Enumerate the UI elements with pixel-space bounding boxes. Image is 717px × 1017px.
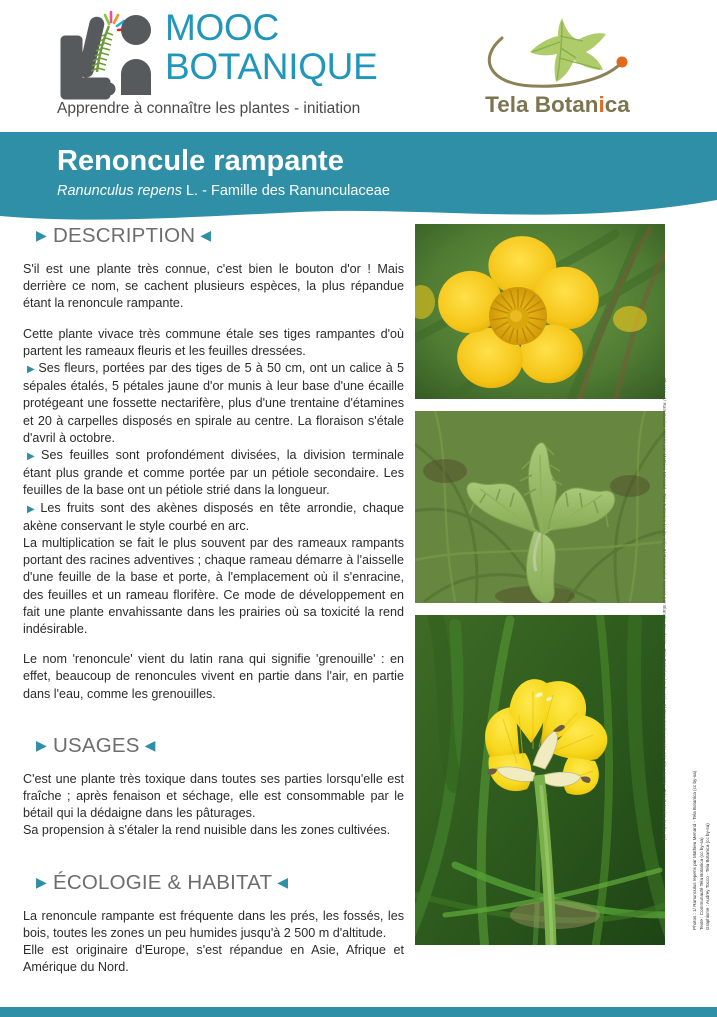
triangle-right-icon: ▶ [36, 873, 47, 890]
section-heading-ecologie-habitat-label: ÉCOLOGIE & HABITAT [52, 870, 273, 894]
authority-and-family: L. - Famille des Ranunculaceae [181, 183, 390, 199]
main-content [0, 224, 717, 984]
bullet-triangle-icon: ▶ [27, 451, 39, 463]
triangle-left-icon: ◀ [200, 227, 212, 243]
description-bullet-text: Ses feuilles sont profondément divisées, la division terminale étant plus grande et comme portée par un pétiole secondaire. Les feuilles de la base ont un pétiole strié dans la longueur. [23, 448, 404, 498]
description-paragraph: La multiplication se fait le plus souvent par des rameaux rampants portant des racines adventives ; chaque rameau démarre à l'aisselle d'une feuille de la base et porte, à l'emplacement où il s'enracine, des feuilles et un rameau florifère. Ce mode de développement en fait une plante envahissante dans les prairies où sa toxicité la rend indésirable. [23, 536, 404, 637]
usages-paragraph: Sa propension à s'étaler la rend nuisible dans les zones cultivées. [23, 823, 391, 838]
source-credit-graphisme: Graphisme : Audrey Tocco - Tela Botanica (cc by-sa) [705, 823, 711, 930]
section-heading-usages-label: USAGES [52, 733, 140, 757]
ecologie-paragraph: Elle est originaire d'Europe, s'est répandue en Asie, Afrique et Amérique du Nord. [23, 943, 404, 975]
photo-credit-vertical: Photos : 1/ Ranunculus repens par Mathieu Menand - Tela Botanica (cc by-sa) ; 2/ Ranunculus repens par Blanche Baudouin - Tela Botanica (cc by-sa) ; 3/ Ranunculus repens par Jim Launay - Tela Botanica (cc by-sa) [662, 378, 667, 841]
tela-name-part-i: i [598, 92, 605, 117]
triangle-right-icon: ▶ [36, 227, 47, 243]
mooc-wordmark-line2: BOTANIQUE [165, 46, 378, 87]
photo-flower-front [415, 224, 665, 399]
description-paragraph: S'il est une plante très connue, c'est bien le bouton d'or ! Mais derrière ce nom, se cachent plusieurs espèces, la plus répandue étant la renoncule rampante. [23, 262, 404, 311]
description-bullet [23, 447, 404, 500]
description-bullet [23, 500, 404, 535]
scientific-name: Ranunculus repens [57, 183, 182, 199]
section-heading-usages [36, 734, 404, 758]
banner-text-block [57, 144, 657, 201]
photo-flower-side [415, 615, 665, 945]
mooc-botanique-logo [57, 6, 378, 126]
description-bullet-text: Les fruits sont des akènes disposés en tête arrondie, chaque akène conservant le style courbé en arc. [23, 500, 404, 533]
description-bullet [23, 360, 404, 447]
source-credit-texte: Texte : Communauté Tela Botanica (cc by-sa) [698, 837, 704, 930]
page-header [0, 0, 717, 132]
usages-paragraph: C'est une plante très toxique dans toutes ses parties lorsqu'elle est fraîche ; après fenaison et séchage, elle est consommable par le bétail qui la dédaigne dans les pâturages. [23, 771, 404, 821]
photo-leaf [415, 411, 665, 603]
scientific-name-line [57, 181, 657, 201]
page-title: Renoncule rampante [57, 145, 344, 177]
photo-flower-side-image [415, 615, 665, 945]
source-credit-photos: Photos : 1/ Ranunculus repens par Mathieu Menand - Tela Botanica (cc by-sa) [692, 770, 697, 930]
spacer [23, 853, 404, 871]
triangle-left-icon: ◀ [144, 736, 156, 753]
footer-bar [0, 1007, 717, 1017]
description-bullet-text: Ses fleurs, portées par des tiges de 5 à 50 cm, ont un calice à 5 sépales étalés, 5 pétales jaune d'or munis à leur base d'une écaille protégeant une fossette nectarifère, plus d'une trentaine d'étamines et 20 à carpelles disposés en spirale au centre. La floraison s'étale d'avril à octobre. [23, 361, 404, 445]
ecologie-paragraph: La renoncule rampante est fréquente dans les prés, les fossés, les bois, toutes les zones un peu humides jusqu'à 2 500 m d'altitude. [23, 908, 404, 940]
bullet-triangle-icon: ▶ [27, 503, 38, 515]
source-credit-block [692, 680, 712, 930]
tela-name-part-a: Tela Botan [485, 92, 599, 117]
photo-leaf-image [415, 411, 665, 603]
photo-column [415, 224, 665, 945]
text-column [23, 224, 404, 990]
triangle-left-icon: ◀ [277, 873, 289, 890]
spacer [23, 716, 404, 734]
mooc-wordmark [165, 8, 377, 86]
description-paragraph: Le nom 'renoncule' vient du latin rana qui signifie 'grenouille' : en effet, beaucoup de renoncules vivent en partie dans l'air, en partie dans l'eau, comme les grenouilles. [23, 652, 404, 701]
mooc-tagline: Apprendre à connaître les plantes - initiation [57, 100, 361, 117]
tela-botanica-logo [470, 14, 645, 124]
mooc-wordmark-line1: MOOC [165, 7, 279, 48]
tela-botanica-wordmark [470, 92, 645, 118]
description-paragraph: Cette plante vivace très commune étale ses tiges rampantes d'où partent les rameaux fleuris et les feuilles dressées. [23, 326, 404, 358]
photo-flower-front-image [415, 224, 665, 399]
tela-leaf-icon [470, 14, 645, 94]
tela-name-part-c: ca [604, 92, 630, 117]
title-banner [0, 132, 717, 224]
triangle-right-icon: ▶ [36, 736, 47, 753]
section-heading-description-label: DESCRIPTION [52, 224, 196, 247]
section-heading-description [36, 224, 404, 248]
bullet-triangle-icon: ▶ [27, 364, 36, 376]
section-heading-ecologie-habitat [36, 871, 404, 895]
mooc-logo-mark [57, 6, 167, 102]
